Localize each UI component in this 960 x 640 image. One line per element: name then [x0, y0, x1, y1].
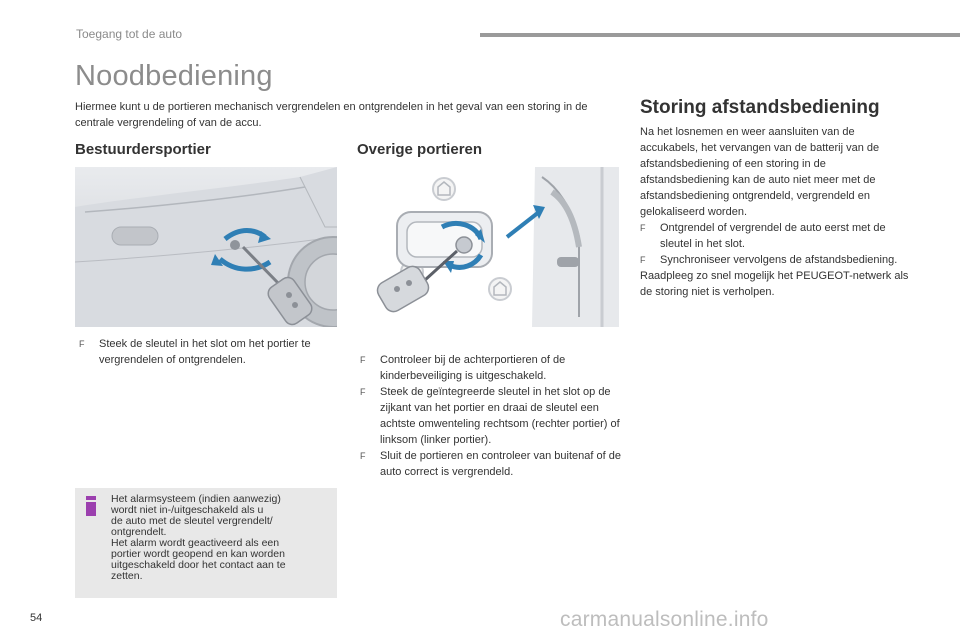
other-doors-instructions	[360, 352, 622, 480]
page-title: Noodbediening	[75, 60, 273, 92]
bullet-marker: F	[640, 255, 646, 265]
remote-failure-paragraph: Na het losnemen en weer aansluiten van de accukabels, het vervangen van de batterij van de afstandsbediening of een storing in de afstandsbediening kan de auto niet meer met de afstandsbediening ontgrendeld, vergrendeld en gelokaliseerd worden.	[640, 126, 880, 218]
list-item	[360, 352, 622, 384]
driver-door-drawing	[75, 167, 337, 327]
driver-door-illustration	[75, 167, 337, 327]
list-item-text: Steek de geïntegreerde sleutel in het slot op de zijkant van het portier en draai de sleutel een achtste omwenteling rechtsom (rechter portier) of linksom (linker portier).	[380, 386, 620, 446]
list-item-text: Ontgrendel of vergrendel de auto eerst met de sleutel in het slot.	[660, 222, 886, 250]
other-doors-drawing	[357, 167, 619, 327]
driver-door-instructions	[79, 336, 341, 368]
watermark: carmanualsonline.info	[560, 608, 769, 631]
bullet-marker: F	[360, 451, 366, 461]
list-item	[360, 384, 622, 448]
heading-driver-door: Bestuurdersportier	[75, 141, 211, 158]
info-icon	[86, 496, 96, 516]
page-number: 54	[30, 612, 43, 624]
list-item-text: Steek de sleutel in het slot om het portier te vergrendelen of ontgrendelen.	[99, 338, 311, 366]
bullet-marker: F	[640, 223, 646, 233]
list-item	[79, 336, 341, 368]
section-label: Toegang tot de auto	[76, 27, 183, 41]
remote-failure-section	[640, 124, 910, 300]
bullet-marker: F	[79, 339, 85, 349]
list-item	[360, 448, 622, 480]
bullet-marker: F	[360, 387, 366, 397]
info-box-text: Het alarmsysteem (indien aanwezig) wordt niet in-/uitgeschakeld als u de auto met de sleutel vergrendelt/ ontgrendelt. Het alarm wordt geactiveerd als een portier wordt geopend en kan worden uitgeschakeld door het contact aan te zetten.	[111, 493, 286, 582]
list-item-text: Sluit de portieren en controleer van buitenaf of de auto correct is vergrendeld.	[380, 450, 621, 478]
bullet-marker: F	[360, 355, 366, 365]
remote-failure-footer: Raadpleeg zo snel mogelijk het PEUGEOT-netwerk als de storing niet is verholpen.	[640, 270, 909, 298]
info-box	[75, 488, 337, 598]
header-bar	[480, 33, 960, 37]
heading-remote-failure: Storing afstandsbediening	[640, 97, 880, 118]
list-item	[640, 252, 910, 268]
remote-failure-instructions	[640, 220, 910, 268]
other-doors-illustration	[357, 167, 619, 327]
list-item-text: Synchroniseer vervolgens de afstandsbediening.	[660, 254, 898, 266]
heading-other-doors: Overige portieren	[357, 141, 483, 158]
intro-text: Hiermee kunt u de portieren mechanisch vergrendelen en ontgrendelen in het geval van een storing in de centrale vergrendeling of van de accu.	[75, 101, 588, 129]
list-item-text: Controleer bij de achterportieren of de kinderbeveiliging is uitgeschakeld.	[380, 354, 566, 382]
list-item	[640, 220, 910, 252]
